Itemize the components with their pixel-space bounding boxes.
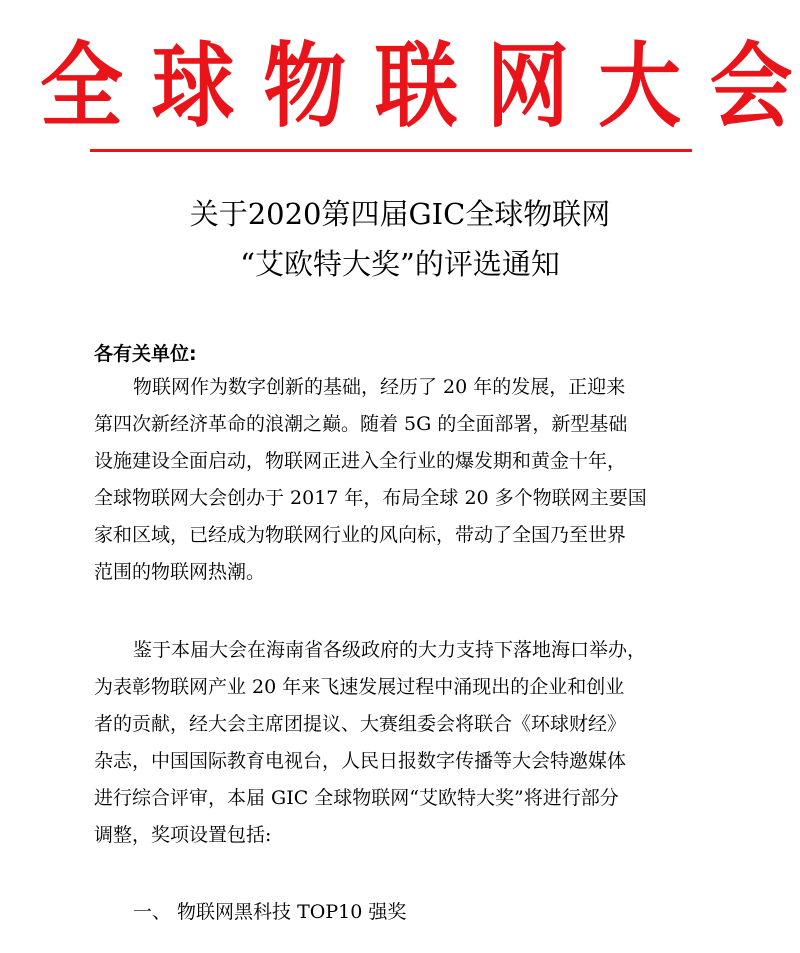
notice-title-line-2: “艾欧特大奖”的评选通知: [240, 247, 560, 281]
masthead-rule: [90, 149, 692, 152]
paragraph-line: 者的贡献，经大会主席团提议、大赛组委会将联合《环球财经》: [94, 713, 627, 735]
notice-title-line-1: 关于2020第四届GIC全球物联网: [189, 197, 611, 231]
paragraph-line: 鉴于本届大会在海南省各级政府的大力支持下落地海口举办，: [133, 639, 647, 661]
paragraph-line: 调整，奖项设置包括:: [94, 824, 272, 846]
paragraph-line: 设施建设全面启动，物联网正进入全行业的爆发期和黄金十年，: [94, 450, 627, 472]
paragraph-line: 为表彰物联网产业 20 年来飞速发展过程中涌现出的企业和创业: [94, 676, 625, 698]
salutation: 各有关单位:: [94, 343, 197, 365]
paragraph-line: 杂志，中国国际教育电视台，人民日报数字传播等大会特邀媒体: [94, 750, 627, 772]
section-heading-1: 一、 物联网黑科技 TOP10 强奖: [133, 901, 407, 923]
paragraph-line: 家和区域，已经成为物联网行业的风向标，带动了全国乃至世界: [94, 524, 627, 546]
paragraph-line: 范围的物联网热潮。: [94, 561, 266, 583]
paragraph-line: 进行综合评审，本届 GIC 全球物联网“艾欧特大奖”将进行部分: [94, 787, 619, 809]
masthead-title: 全 球 物 联 网 大 会: [40, 33, 793, 140]
paragraph-line: 物联网作为数字创新的基础，经历了 20 年的发展，正迎来: [133, 376, 626, 398]
paragraph-line: 全球物联网大会创办于 2017 年，布局全球 20 多个物联网主要国: [94, 487, 647, 509]
paragraph-line: 第四次新经济革命的浪潮之巅。随着 5G 的全面部署，新型基础: [94, 413, 628, 435]
